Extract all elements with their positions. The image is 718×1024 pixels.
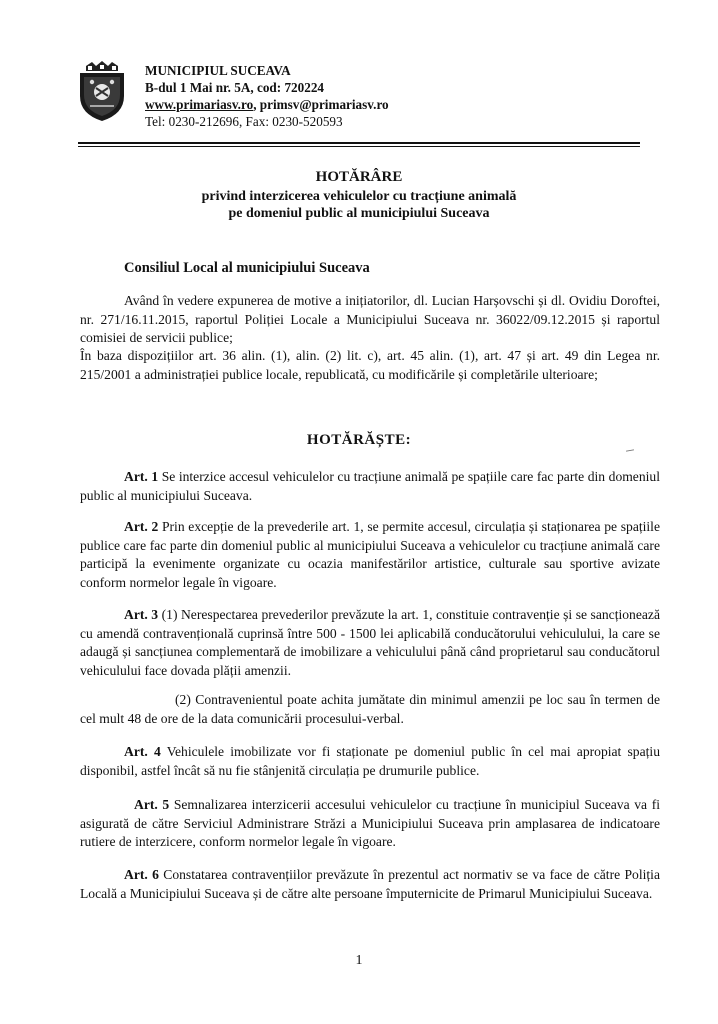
article-5 [80, 796, 660, 852]
preamble-text-1: Având în vedere expunerea de motive a inițiatorilor, dl. Lucian Harșovschi și dl. Ovidiu Doroftei, nr. 271/16.11.2015, raportul Poliției Locale a Municipiului Suceava nr. 36022/09.12.2015 și raportul comisiei de servicii publice; [80, 293, 660, 345]
article-5-text: Semnalizarea interzicerii accesului vehiculelor cu tracțiune în municipiul Suceava va fi asigurată de către Serviciul Administrare Străzi a Municipiului Suceava prin amplasarea de indicatoare rutiere de interzicere, conform normelor legale în vigoare. [80, 797, 660, 849]
article-2-label: Art. 2 [124, 519, 159, 534]
article-3-text: (1) Nerespectarea prevederilor prevăzute la art. 1, constituie contravenție și se sancționează cu amendă contravențională cuprinsă între 500 - 1500 lei aplicabilă conducătorului vehiculului, la care se adaugă și sancțiunea complementară de imobilizare a vehiculului până când proprietarul sau conducătorul vehiculului face dovada plății amenzii. [80, 607, 660, 678]
document-heading: HOTĂRÂRE [315, 169, 403, 185]
contact-web-email [145, 96, 389, 113]
preamble-paragraph-1 [80, 292, 660, 348]
scan-mark [626, 449, 634, 451]
preamble-paragraph-2 [80, 347, 660, 384]
email-link[interactable]: , primsv@primariasv.ro [253, 97, 389, 112]
article-4-text: Vehiculele imobilizate vor fi staționate pe domeniul public în cel mai apropiat spațiu disponibil, astfel încât să nu fie stânjenită circulația pe drumurile publice. [80, 744, 660, 778]
article-3-text-2: (2) Contravenientul poate achita jumătate din minimul amenzii pe loc sau în termen de cel mult 48 de ore de la data comunicării procesului-verbal. [80, 692, 660, 726]
coat-of-arms-logo [78, 60, 126, 122]
document-subtitle-2: pe domeniul public al municipiului Suceava [228, 206, 490, 221]
document-subtitle-1: privind interzicerea vehiculelor cu tracțiune animală [201, 189, 517, 204]
article-5-label: Art. 5 [134, 797, 170, 812]
institution-phone: Tel: 0230-212696, Fax: 0230-520593 [145, 114, 343, 129]
article-6 [80, 866, 660, 903]
website-link[interactable]: www.primariasv.ro [145, 97, 254, 112]
article-2 [80, 518, 660, 592]
preamble-text-2: În baza dispozițiilor art. 36 alin. (1), alin. (2) lit. c), art. 45 alin. (1), art. 47 și art. 49 din Legea nr. 215/2001 a administrației publice locale, republicată, cu modificările și completările ulterioare; [80, 348, 660, 382]
article-6-label: Art. 6 [124, 867, 159, 882]
article-6-text: Constatarea contravențiilor prevăzute în prezentul act normativ se va face de către Poliția Locală a Municipiului Suceava și de către alte persoane împuternicite de Primarul Municipiului Suceava. [80, 867, 660, 901]
article-2-text: Prin excepție de la prevederile art. 1, se permite accesul, circulația și staționarea pe spațiile publice care fac parte din domeniul public al municipiului Suceava a vehiculelor cu tracțiune animală care participă la evenimente organizate cu ocazia manifestărilor artistice, culturale sau sportive avizate conform normelor legale în vigoare. [80, 519, 660, 590]
article-1 [80, 468, 660, 505]
header-rule-thin [78, 146, 640, 147]
article-4 [80, 743, 660, 780]
article-1-label: Art. 1 [124, 469, 159, 484]
council-name: Consiliul Local al municipiului Suceava [124, 260, 370, 276]
decides-heading: HOTĂRĂȘTE: [306, 432, 412, 448]
institution-address: B-dul 1 Mai nr. 5A, cod: 720224 [145, 80, 325, 95]
institution-name: MUNICIPIUL SUCEAVA [145, 63, 291, 78]
page-number: 1 [355, 953, 363, 968]
article-1-text: Se interzice accesul vehiculelor cu tracțiune animală pe spațiile care fac parte din domeniul public al municipiului Suceava. [80, 469, 660, 503]
article-3 [80, 606, 660, 680]
article-3-label: Art. 3 [124, 607, 159, 622]
header-rule-thick [78, 142, 640, 144]
article-4-label: Art. 4 [124, 744, 161, 759]
institution-header [145, 62, 389, 130]
article-3-paragraph-2 [80, 691, 660, 728]
